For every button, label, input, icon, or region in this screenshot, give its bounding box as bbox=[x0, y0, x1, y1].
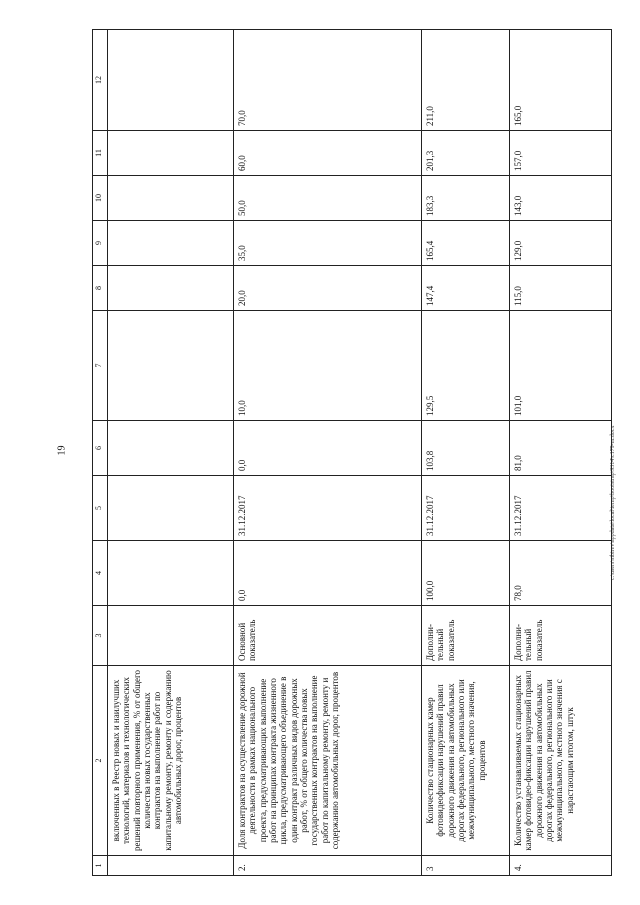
value-col-9 bbox=[108, 221, 234, 266]
value-col-8: 115,0 bbox=[510, 266, 612, 311]
value-col-11: 157,0 bbox=[510, 131, 612, 176]
value-col-8: 20,0 bbox=[234, 266, 422, 311]
indicator-name: включенных в Реестр новых и наилучших технологий, материалов и технологических решений повторного применения, % от общего количества новых государственных контрактов на выполнение работ по капитальному ремонту, ремонту и содержанию автомобильных дорог, процентов bbox=[108, 666, 234, 856]
value-col-6: 0,0 bbox=[234, 421, 422, 476]
value-col-12 bbox=[108, 30, 234, 131]
value-col-6 bbox=[108, 421, 234, 476]
base-date bbox=[108, 476, 234, 541]
header-cell: 5 bbox=[93, 476, 108, 541]
value-col-11 bbox=[108, 131, 234, 176]
value-col-10: 183,3 bbox=[422, 176, 510, 221]
indicator-type: Дополни-тельный показатель bbox=[510, 606, 612, 666]
value-col-7: 10,0 bbox=[234, 311, 422, 421]
value-col-6: 81,0 bbox=[510, 421, 612, 476]
header-cell: 7 bbox=[93, 311, 108, 421]
row-number: 3 bbox=[422, 856, 510, 876]
base-value: 0,0 bbox=[234, 541, 422, 606]
table-row bbox=[234, 30, 422, 876]
indicators-table bbox=[92, 29, 612, 876]
header-cell: 9 bbox=[93, 221, 108, 266]
base-value bbox=[108, 541, 234, 606]
value-col-7 bbox=[108, 311, 234, 421]
header-cell: 1 bbox=[93, 856, 108, 876]
base-date: 31.12.2017 bbox=[510, 476, 612, 541]
value-col-10: 143,0 bbox=[510, 176, 612, 221]
base-date: 31.12.2017 bbox=[422, 476, 510, 541]
row-number bbox=[108, 856, 234, 876]
value-col-10 bbox=[108, 176, 234, 221]
header-cell: 10 bbox=[93, 176, 108, 221]
header-cell: 11 bbox=[93, 131, 108, 176]
row-number: 2. bbox=[234, 856, 422, 876]
value-col-10: 50,0 bbox=[234, 176, 422, 221]
value-col-8 bbox=[108, 266, 234, 311]
table-row bbox=[510, 30, 612, 876]
header-cell: 6 bbox=[93, 421, 108, 476]
header-row bbox=[93, 30, 108, 876]
value-col-11: 201,3 bbox=[422, 131, 510, 176]
value-col-12: 211,0 bbox=[422, 30, 510, 131]
row-number: 4. bbox=[510, 856, 612, 876]
value-col-7: 129,5 bbox=[422, 311, 510, 421]
base-date: 31.12.2017 bbox=[234, 476, 422, 541]
indicator-type: Дополни-тельный показатель bbox=[422, 606, 510, 666]
table-row bbox=[422, 30, 510, 876]
header-cell: 12 bbox=[93, 30, 108, 131]
value-col-8: 147,4 bbox=[422, 266, 510, 311]
value-col-7: 101,0 bbox=[510, 311, 612, 421]
header-cell: 8 bbox=[93, 266, 108, 311]
header-cell: 3 bbox=[93, 606, 108, 666]
value-col-9: 165,4 bbox=[422, 221, 510, 266]
indicator-type: Основной показатель bbox=[234, 606, 422, 666]
indicator-name: Доля контрактов на осуществление дорожной деятельности в рамках национального проекта, предусматривающих выполнение работ на принципах контракта жизненного цикла, предусматривающего объединение в один контракт различных видов дорожных работ, % от общего количества новых государственных контрактов на выполнение работ по капитальному ремонту, ремонту и содержанию автомобильных дорог, процентов bbox=[234, 666, 422, 856]
value-col-9: 35,0 bbox=[234, 221, 422, 266]
value-col-12: 70,0 bbox=[234, 30, 422, 131]
value-col-9: 129,0 bbox=[510, 221, 612, 266]
value-col-6: 103,8 bbox=[422, 421, 510, 476]
header-cell: 4 bbox=[93, 541, 108, 606]
indicator-name: Количество устанавливаемых стационарных камер фотовидео-фиксации нарушений правил дорожного движения на автомобильных дорогах федерального, регионального или межмуниципального, местного значения с нарастающим итогом, штук bbox=[510, 666, 612, 856]
rotated-table-wrapper bbox=[92, 30, 608, 876]
indicator-type bbox=[108, 606, 234, 666]
page-number: 19 bbox=[56, 445, 68, 456]
value-col-12: 165,0 bbox=[510, 30, 612, 131]
header-cell: 2 bbox=[93, 666, 108, 856]
value-col-11: 60,0 bbox=[234, 131, 422, 176]
base-value: 100,0 bbox=[422, 541, 510, 606]
table-row bbox=[108, 30, 234, 876]
base-value: 78,0 bbox=[510, 541, 612, 606]
file-path-footer: c:\users\sibirev\appdata\local\temp\bootstrap\9314\c179-m.docx bbox=[610, 425, 616, 580]
indicator-name: Количество стационарных камер фотовидеофиксации нарушений правил дорожного движения на автомобильных дорогах федерального, регионального или межмуниципального, местного значения, процентов bbox=[422, 666, 510, 856]
